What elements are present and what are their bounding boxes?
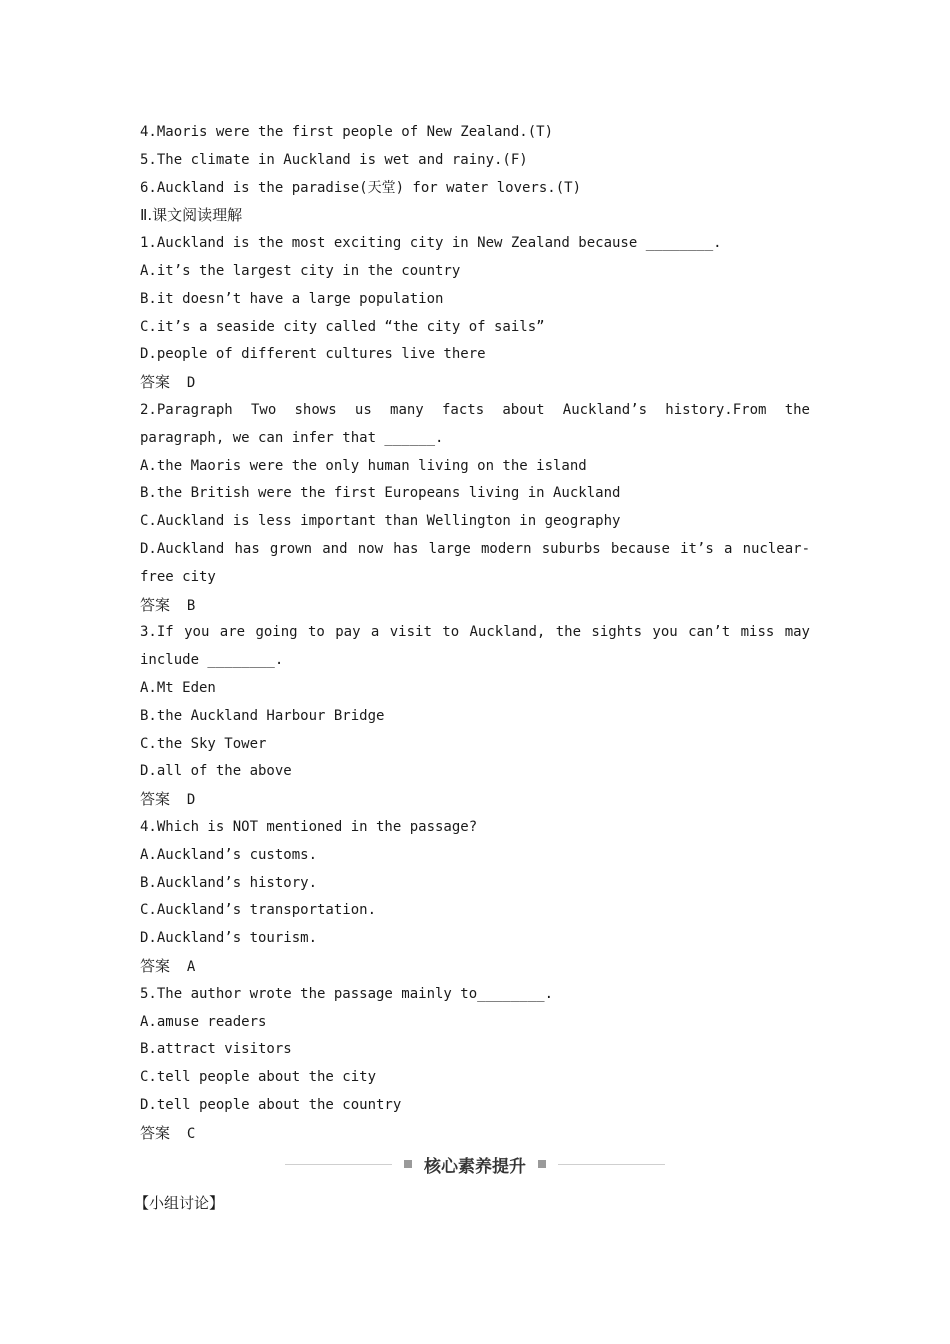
answer-line (140, 786, 810, 814)
question-stem: 4.Which is NOT mentioned in the passage? (140, 818, 478, 835)
answer-label: 答案 (140, 373, 171, 392)
option: B.Auckland’s history. (140, 874, 318, 891)
tf-item: 4.Maoris were the first people of New Zealand.(T) (140, 124, 554, 140)
section-divider (285, 1150, 665, 1178)
tf-item: 6.Auckland is the paradise(天堂) for water lovers.(T) (140, 179, 582, 196)
option: C.Auckland is less important than Wellington in geography (140, 513, 621, 530)
option: B.the Auckland Harbour Bridge (140, 707, 385, 724)
answer-line (140, 1120, 810, 1148)
answer-line (140, 369, 810, 397)
option: D.tell people about the country (140, 1096, 402, 1113)
option: D.Auckland has grown and now has large modern suburbs because it’s a nuclear-free city (140, 540, 810, 585)
answer-label: 答案 (140, 1123, 171, 1142)
section-heading: Ⅱ.课文阅读理解 (140, 206, 243, 225)
square-bullet-icon (404, 1160, 412, 1168)
square-bullet-icon (538, 1160, 546, 1168)
answer-label: 答案 (140, 595, 171, 614)
divider-rule (558, 1164, 665, 1165)
question-stem: 5.The author wrote the passage mainly to________. (140, 985, 554, 1002)
answer-line (140, 953, 810, 981)
option: D.Auckland’s tourism. (140, 930, 318, 947)
option: C.tell people about the city (140, 1069, 377, 1086)
answer-value: D (186, 375, 196, 392)
option: D.all of the above (140, 763, 292, 780)
question-stem: 1.Auckland is the most exciting city in New Zealand because ________. (140, 235, 722, 252)
answer-value: D (186, 792, 196, 809)
option: A.the Maoris were the only human living on the island (140, 457, 587, 474)
group-discussion-label: 【小组讨论】 (134, 1194, 225, 1212)
tf-item: 5.The climate in Auckland is wet and rainy.(F) (140, 151, 528, 168)
answer-value: B (186, 597, 196, 614)
option: D.people of different cultures live there (140, 346, 486, 363)
answer-label: 答案 (140, 956, 171, 975)
option: A.Mt Eden (140, 679, 216, 696)
option: A.it’s the largest city in the country (140, 262, 461, 279)
option: C.it’s a seaside city called “the city of sails” (140, 318, 545, 335)
question-stem: 3.If you are going to pay a visit to Auckland, the sights you can’t miss may include ________. (140, 624, 810, 669)
option: B.the British were the first Europeans living in Auckland (140, 485, 621, 502)
exercise-content (140, 119, 810, 1147)
answer-line (140, 592, 810, 620)
divider-rule (285, 1164, 392, 1165)
option: B.it doesn’t have a large population (140, 290, 444, 307)
answer-value: A (186, 958, 196, 975)
answer-label: 答案 (140, 790, 171, 809)
option: C.Auckland’s transportation. (140, 902, 377, 919)
divider-title: 核心素养提升 (424, 1156, 526, 1177)
option: B.attract visitors (140, 1041, 292, 1058)
question-stem: 2.Paragraph Two shows us many facts about Auckland’s history.From the paragraph, we can infer that ______. (140, 401, 810, 446)
option: A.Auckland’s customs. (140, 846, 318, 863)
answer-value: C (186, 1125, 196, 1142)
option: A.amuse readers (140, 1013, 267, 1030)
option: C.the Sky Tower (140, 735, 267, 752)
